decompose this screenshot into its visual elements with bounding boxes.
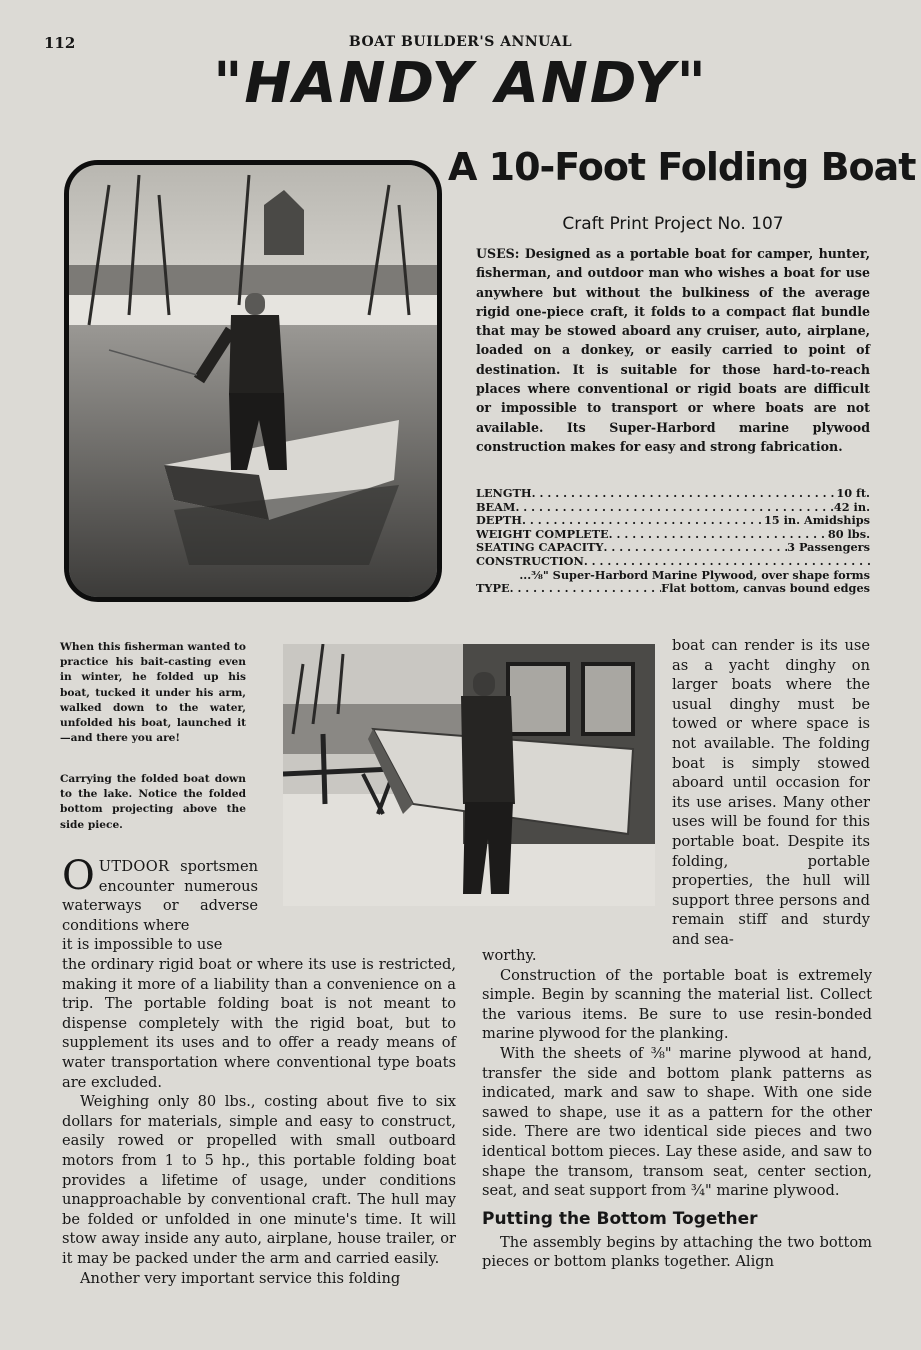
spec-construction-detail: ...⅜" Super-Harbord Marine Plywood, over shape forms	[519, 567, 870, 582]
spec-label: DEPTH	[476, 514, 522, 528]
spec-row	[476, 514, 870, 528]
spec-value: Flat bottom, canvas bound edges	[661, 582, 870, 596]
spec-row	[476, 541, 870, 555]
article-lead	[62, 853, 258, 935]
article-paragraph: Another very important service this folding	[80, 1269, 401, 1287]
spec-label: TYPE	[476, 582, 510, 596]
spec-value: 15 in. Amidships	[763, 514, 870, 528]
spec-label: LENGTH	[476, 487, 532, 500]
spec-row	[476, 528, 870, 542]
spec-label: BEAM	[476, 500, 516, 514]
article-paragraph: Weighing only 80 lbs., costing about five to six dollars for materials, simple and easy to construct, easily rowed or propelled with small outboard motors from 1 to 5 hp., this portable folding boat provides a lifetime of usage, under conditions unapproachable by conventional craft. The hull may be folded or unfolded in one minute's time. It will stow away inside any auto, airplane, house trailer, or it may be packed under the arm and carried easily.	[62, 1093, 456, 1267]
article-paragraph: The assembly begins by attaching the two bottom pieces or bottom planks together. Align	[482, 1233, 872, 1271]
lead-text: sportsmen encounter numerous waterways or adverse conditions where	[62, 858, 258, 934]
spec-label: SEATING CAPACITY	[476, 541, 604, 555]
spec-row	[476, 501, 870, 515]
spec-value: 80 lbs.	[827, 527, 870, 541]
photo-caption-fisherman: When this fisherman wanted to practice his bait-casting even in winter, he folded up his boat, tucked it under his arm, walked down to the water, unfolded his boat, launched it—and there you are!	[60, 641, 246, 745]
uses-label: USES:	[476, 246, 520, 261]
photo-fisherman-in-boat	[64, 160, 442, 602]
lead-small-caps: UTDOOR	[98, 858, 170, 875]
spec-row	[476, 555, 870, 569]
article-column-right	[482, 946, 872, 1272]
spec-label: CONSTRUCTION	[476, 554, 584, 568]
spec-value: 10 ft.	[836, 487, 870, 500]
article-paragraph: Construction of the portable boat is extremely simple. Begin by scanning the material list. Collect the various items. Be sure to use resin-bonded marine plywood for the planking.	[482, 966, 872, 1043]
article-title: "HANDY ANDY"	[213, 51, 708, 116]
spec-table	[476, 487, 870, 596]
photo-caption-carrying: Carrying the folded boat down to the lake. Notice the folded bottom projecting above the side piece.	[60, 773, 246, 831]
spec-row	[476, 487, 870, 501]
photo-carrying-graphic	[283, 644, 655, 906]
project-number: Craft Print Project No. 107	[562, 214, 784, 234]
spec-row	[476, 582, 870, 596]
drop-cap: O	[62, 853, 95, 899]
article-subtitle: A 10-Foot Folding Boat	[448, 145, 916, 189]
photo-fisherman-graphic	[69, 165, 437, 597]
uses-text: Designed as a portable boat for camper, hunter, fisherman, and outdoor man who wishes a boat for use anywhere but without the bulkiness of the average rigid one-piece craft, it folds to a compact flat bundle that may be stowed aboard any cruiser, auto, airplane, loaded on a donkey, or easily carried to point of destination. It is suitable for those hard-to-reach places where conventional or rigid boats are difficult or impossible to transport or where boats are not available. Its Super-Harbord marine plywood construction makes for easy and strong fabrication.	[476, 246, 870, 454]
article-paragraph: the ordinary rigid boat or where its use is restricted, making it more of a liability than a convenience on a trip. The portable folding boat is not meant to dispense completely with the rigid boat, but to supplement its uses and to offer a ready means of water transportation where conventional type boats are excluded.	[62, 956, 456, 1091]
uses-paragraph	[476, 244, 870, 456]
article-lead-line: it is impossible to use	[62, 936, 223, 953]
photo-carrying-boat	[283, 644, 655, 906]
spec-value: 42 in.	[833, 500, 870, 514]
running-title: BOAT BUILDER'S ANNUAL	[348, 34, 573, 50]
spec-label: WEIGHT COMPLETE	[476, 527, 609, 541]
spec-value: 3 Passengers	[787, 541, 870, 555]
article-right-top: boat can render is its use as a yacht dinghy on larger boats where the usual dinghy must be towed or where space is not available. The folding boat is simply stowed aboard until occasion for its use arises. Many other uses will be found for this portable boat. Despite its folding, portable properties, the hull will support three persons and remain stiff and sturdy and sea-	[672, 637, 870, 948]
article-paragraph: With the sheets of ⅜" marine plywood at hand, transfer the side and bottom plank patterns as indicated, mark and saw to shape. With one side sawed to shape, use it as a pattern for the other side. There are two identical side pieces and two identical bottom pieces. Lay these aside, and saw to shape the transom, transom seat, center section, seat, and seat support from ¾" marine plywood.	[482, 1044, 872, 1200]
page-number: 112	[44, 34, 76, 52]
article-paragraph: worthy.	[482, 947, 537, 964]
article-column-left	[62, 955, 456, 1288]
section-heading: Putting the Bottom Together	[482, 1208, 758, 1229]
